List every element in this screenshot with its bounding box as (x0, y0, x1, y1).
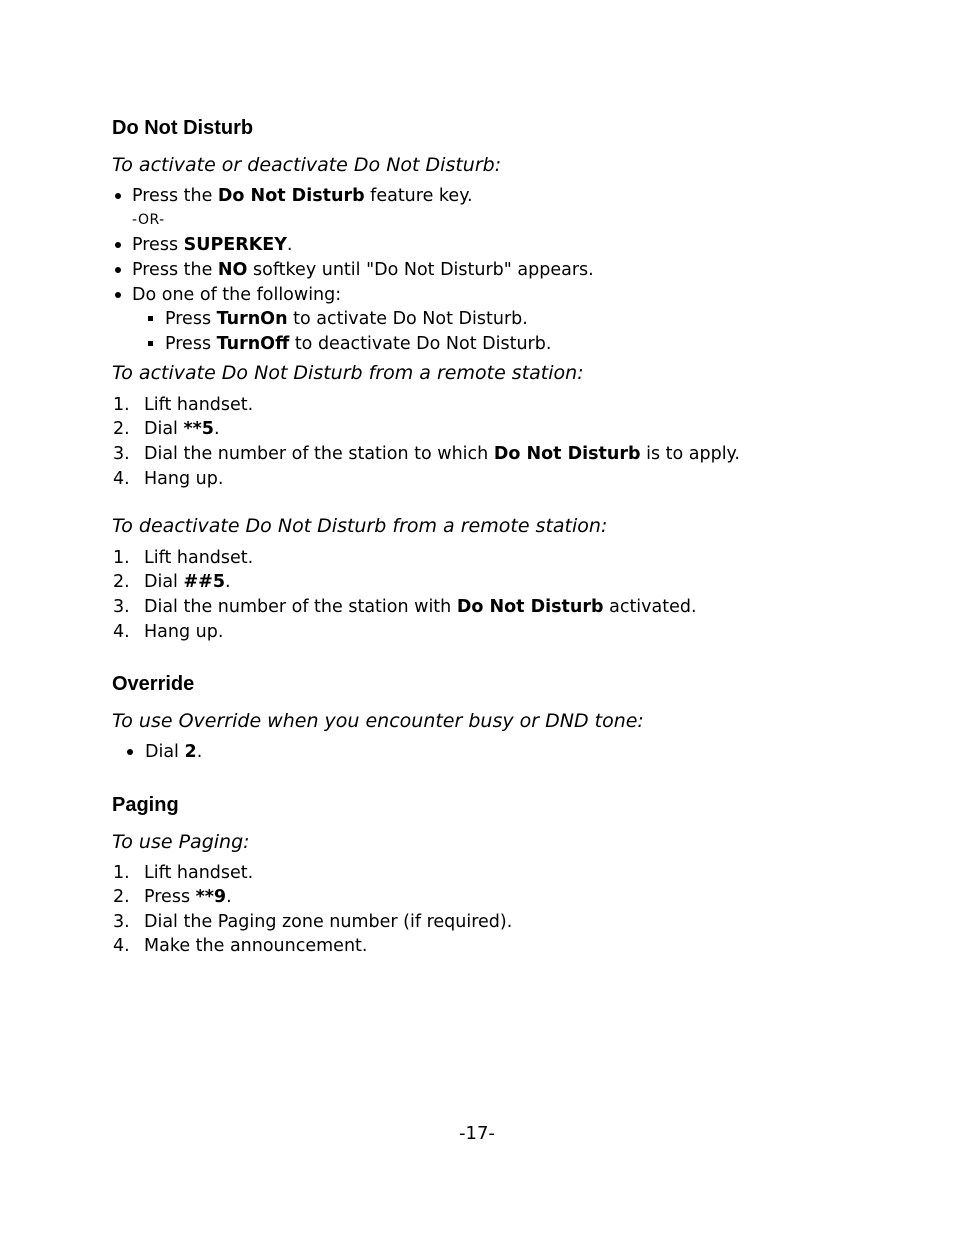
text: . (225, 572, 231, 592)
text: Dial the number of the station with (144, 597, 457, 617)
text: Dial (144, 572, 184, 592)
bullet-dot (115, 242, 121, 248)
or-separator: -OR- (132, 212, 165, 228)
bold-text: ##5 (183, 572, 226, 592)
sub-bullet-turnon (165, 308, 528, 330)
step-text (144, 394, 253, 416)
text: Dial (144, 419, 184, 439)
sub-bullet-turnoff (165, 333, 551, 355)
page-number: -17- (459, 1123, 495, 1144)
text: Press (165, 309, 217, 329)
step-text (144, 935, 367, 957)
step-number: 2. (113, 572, 130, 592)
step-number: 4. (113, 469, 130, 489)
step-number: 2. (113, 887, 130, 907)
step-text (144, 596, 697, 618)
sub-bullet-square (148, 316, 153, 321)
step-text (144, 886, 232, 908)
text: Press (165, 334, 217, 354)
text: Press (144, 887, 196, 907)
step-text (144, 468, 223, 490)
sub-bullet-square (148, 341, 153, 346)
text: Hang up. (144, 469, 224, 489)
step-number: 3. (113, 597, 130, 617)
step-text (144, 621, 223, 643)
heading-paging: Paging (112, 794, 179, 816)
text: Press the (132, 186, 218, 206)
heading-do-not-disturb: Do Not Disturb (112, 117, 254, 139)
step-text (144, 443, 740, 465)
bold-text: TurnOn (216, 309, 288, 329)
bullet-dot (127, 749, 133, 755)
text: Press the (132, 260, 218, 280)
bold-text: NO (217, 260, 248, 280)
step-number: 3. (113, 444, 130, 464)
text: . (286, 235, 293, 255)
text: activated. (603, 597, 697, 617)
step-number: 3. (113, 912, 130, 932)
text: Lift handset. (144, 863, 254, 883)
step-text (144, 862, 253, 884)
text: to activate Do Not Disturb. (287, 309, 528, 329)
bold-text: Do Not Disturb (217, 186, 365, 206)
bullet-dot (115, 267, 121, 273)
text: Dial the number of the station to which (144, 444, 494, 464)
subheading-activate-deactivate: To activate or deactivate Do Not Disturb: (112, 154, 502, 176)
bullet-dial-2 (145, 741, 202, 763)
bold-text: **5 (183, 419, 214, 439)
text: . (213, 419, 220, 439)
text: softkey until "Do Not Disturb" appears. (247, 260, 594, 280)
text: Lift handset. (144, 548, 254, 568)
bold-text: **9 (195, 887, 227, 907)
subheading-override: To use Override when you encounter busy or DND tone: (112, 710, 644, 732)
step-number: 4. (113, 622, 130, 642)
bold-text: Do Not Disturb (456, 597, 604, 617)
step-text (144, 418, 220, 440)
text: to deactivate Do Not Disturb. (289, 334, 552, 354)
bold-text: 2 (184, 742, 197, 762)
bullet-press-dnd-key (132, 185, 473, 207)
bold-text: SUPERKEY (183, 235, 287, 255)
step-number: 1. (113, 548, 130, 568)
text: . (226, 887, 232, 907)
bullet-dot (115, 193, 121, 199)
text: is to apply. (640, 444, 740, 464)
text: Hang up. (144, 622, 224, 642)
step-text (144, 547, 253, 569)
bold-text: Do Not Disturb (493, 444, 641, 464)
step-number: 4. (113, 936, 130, 956)
step-number: 2. (113, 419, 130, 439)
text: Dial the Paging zone number (if required). (144, 912, 513, 932)
subheading-remote-deactivate: To deactivate Do Not Disturb from a remote station: (112, 515, 608, 537)
subheading-remote-activate: To activate Do Not Disturb from a remote station: (112, 362, 584, 384)
subheading-paging: To use Paging: (112, 831, 250, 853)
text: Make the announcement. (144, 936, 368, 956)
text: . (196, 742, 203, 762)
heading-override: Override (112, 673, 195, 695)
bold-text: TurnOff (216, 334, 290, 354)
text: Press (132, 235, 184, 255)
text: feature key. (364, 186, 473, 206)
step-number: 1. (113, 395, 130, 415)
bullet-press-no-softkey (132, 259, 594, 281)
bullet-press-superkey (132, 234, 292, 256)
bullet-do-one: Do one of the following: (132, 285, 342, 305)
step-text (144, 571, 231, 593)
text: Dial (145, 742, 185, 762)
bullet-dot (115, 292, 121, 298)
text: Lift handset. (144, 395, 254, 415)
step-number: 1. (113, 863, 130, 883)
step-text (144, 911, 512, 933)
